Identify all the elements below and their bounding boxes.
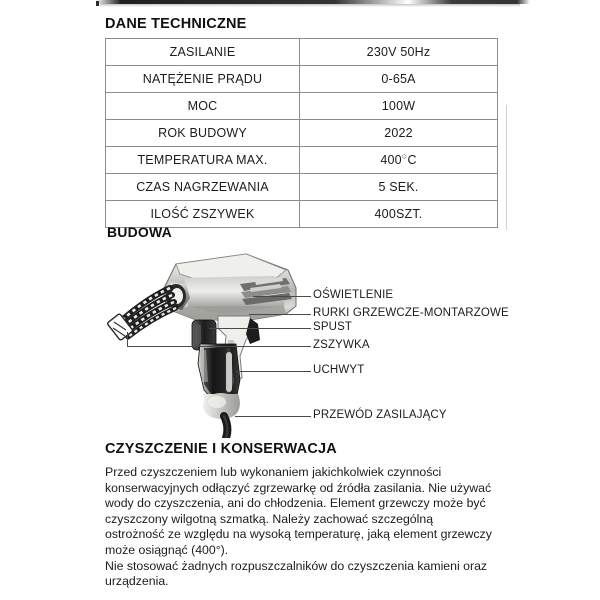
scan-speck-artifact <box>96 1 99 6</box>
spec-label: MOC <box>106 93 300 120</box>
table-row <box>106 66 498 93</box>
table-row <box>106 174 498 201</box>
care-paragraph-1: Przed czyszczeniem lub wykonaniem jakichkolwiek czynności konserwacyjnych odłączyć zgrzewarkę od źródła zasilania. Nie używać wody do czyszczenia, ani do chłodzenia. Element grzewczy może być czyszczony wilgotną szmatką. Należy zachować szczególną ostrożność ze względu na wysoką temperaturę, jaką element grzewczy może osiągnąć (400°). <box>105 465 492 557</box>
leader-line-oswietlenie <box>253 296 311 297</box>
spec-label: CZAS NAGRZEWANIA <box>106 174 300 201</box>
table-row <box>106 120 498 147</box>
table-row <box>106 93 498 120</box>
spec-label: ZASILANIE <box>106 39 300 66</box>
temperature-unit: C <box>407 153 417 167</box>
construction-heading: BUDOWA <box>107 224 172 240</box>
callout-zszywka: ZSZYWKA <box>313 339 370 351</box>
spec-label: TEMPERATURA MAX. <box>106 147 300 174</box>
degree-symbol: ○ <box>401 150 408 161</box>
gun-housing <box>162 254 296 320</box>
leader-line-przewod <box>235 416 311 417</box>
temperature-number: 400 <box>380 153 402 167</box>
heating-tubes-bundle <box>107 288 176 341</box>
spec-value: 0-65A <box>300 66 498 93</box>
scan-edge-artifact-secondary <box>100 4 520 7</box>
care-heading: CZYSZCZENIE I KONSERWACJA <box>105 441 337 457</box>
table-row <box>106 39 498 66</box>
leader-line-uchwyt <box>236 371 311 372</box>
specifications-table <box>105 38 498 228</box>
spec-label: NATĘŻENIE PRĄDU <box>106 66 300 93</box>
page-rule-line <box>506 105 507 230</box>
callout-uchwyt: UCHWYT <box>313 364 365 376</box>
callout-spust: SPUST <box>313 321 353 333</box>
spec-value: 5 SEK. <box>300 174 498 201</box>
specs-heading: DANE TECHNICZNE <box>105 16 247 32</box>
spec-value: 400SZT. <box>300 201 498 228</box>
spec-label: ROK BUDOWY <box>106 120 300 147</box>
spec-label: ILOŚĆ ZSZYWEK <box>106 201 300 228</box>
power-cord <box>224 416 227 438</box>
care-paragraph-2: Nie stosować żadnych rozpuszczalników do czyszczenia kamieni oraz urządzenia. <box>105 558 488 589</box>
leader-line-zszywka-vertical <box>127 332 128 346</box>
leader-line-zszywka <box>127 346 311 347</box>
spec-value: 2022 <box>300 120 498 147</box>
spec-value: 230V 50Hz <box>300 39 498 66</box>
care-body-text <box>105 465 495 590</box>
leader-line-rurki <box>249 314 311 315</box>
leader-line-spust <box>209 328 311 329</box>
callout-przewod-zasilajacy: PRZEWÓD ZASILAJĄCY <box>313 409 447 421</box>
table-row <box>106 147 498 174</box>
welding-gun-illustration <box>100 248 330 438</box>
spec-value <box>300 147 498 174</box>
spec-value: 100W <box>300 93 498 120</box>
callout-rurki-grzewcze: RURKI GRZEWCZE-MONTARZOWE <box>313 307 509 319</box>
callout-oswietlenie: OŚWIETLENIE <box>313 289 394 301</box>
